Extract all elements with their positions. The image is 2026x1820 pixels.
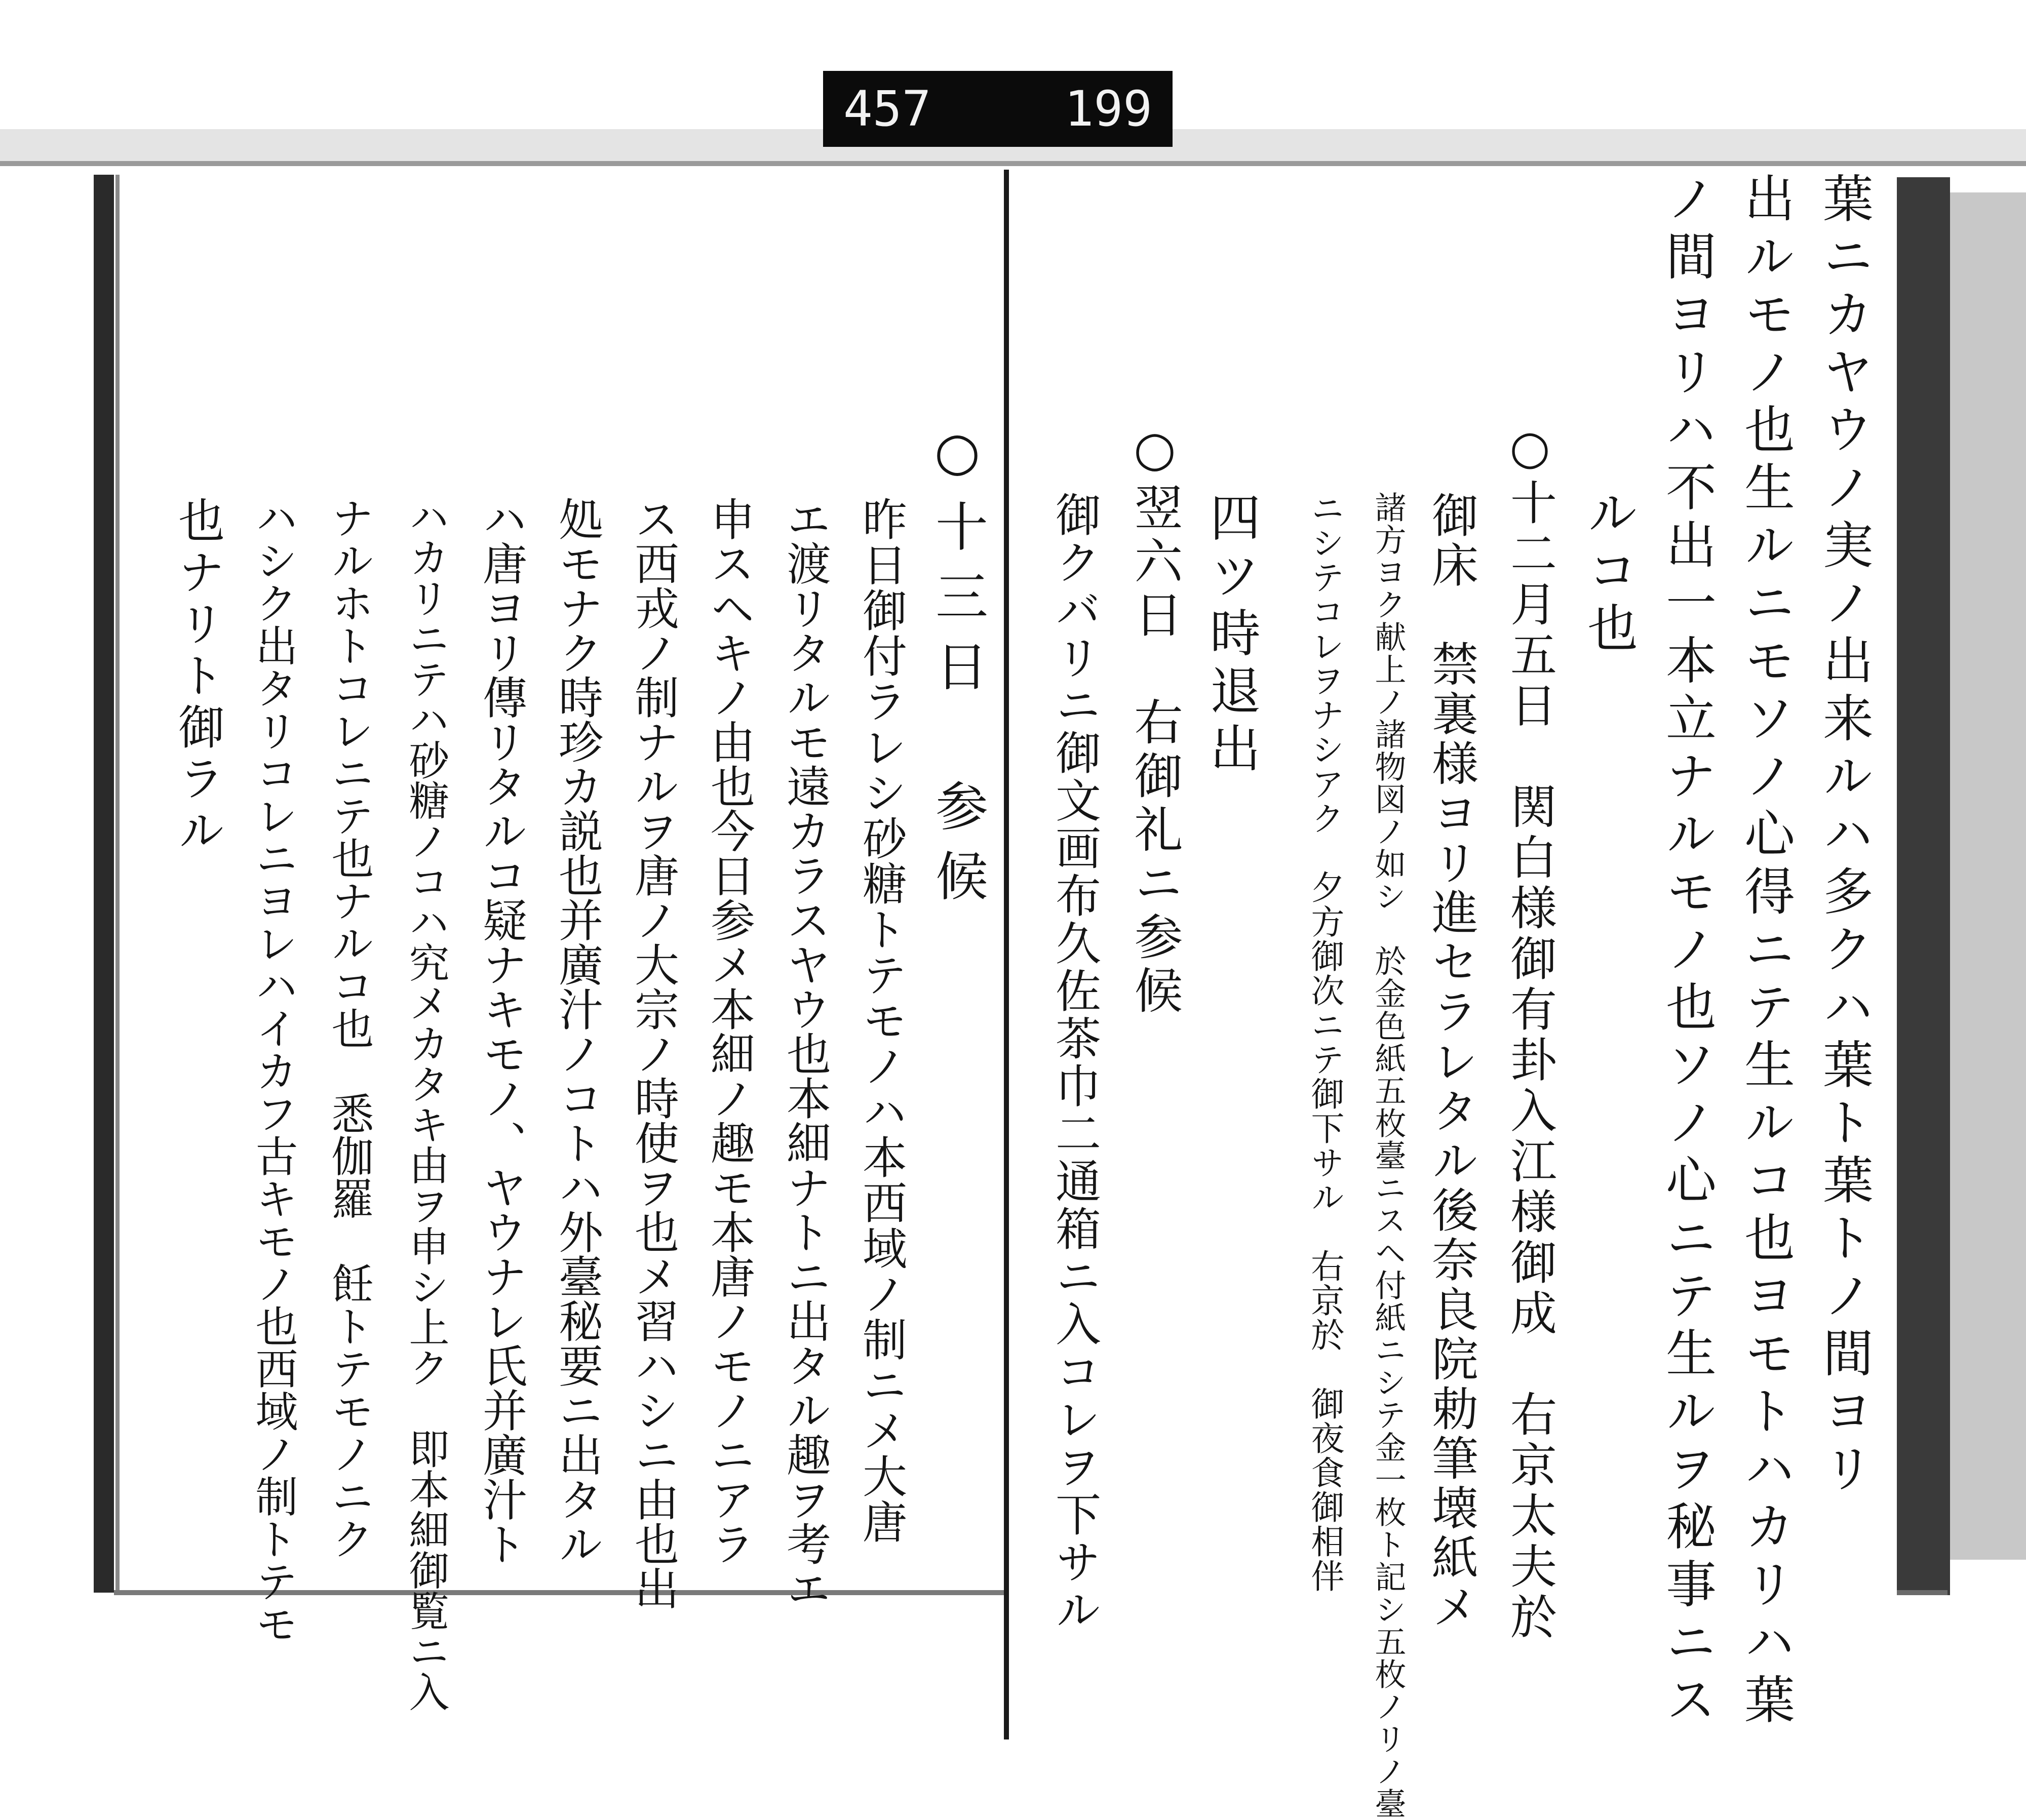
left-page-column: 処モナク時珍カ説也并廣汁ノコトハ外臺秘要ニ出タル — [552, 496, 604, 1566]
right-page-column: ○翌六日 右御礼ニ参候 — [1126, 420, 1183, 1019]
left-page — [114, 172, 1003, 1712]
left-page-column: ハシク出タリコレニヨレハイカフ古キモノ也西域ノ制トテモ — [249, 496, 298, 1645]
right-page-column: ○十二月五日 関白様御有卦入江様御成 右京太夫於 — [1503, 420, 1557, 1643]
left-page-column: 申スヘキノ由也今日参メ本細ノ趣モ本唐ノモノニアラ — [704, 496, 756, 1566]
left-page-column: ハ唐ヨリ傳リタルコ疑ナキモノ、ヤウナレ氏并廣汁ト — [476, 496, 528, 1566]
left-page-column: エ渡リタルモ遠カラスヤウ也本細ナトニ出タル趣ヲ考エ — [780, 496, 832, 1610]
right-page-column: 御クバリニ御文画布久佐茶巾二通箱ニ入コレヲ下サル — [1047, 491, 1101, 1634]
scan-label — [823, 71, 1173, 147]
left-page-column: ○十三日 参候 — [926, 420, 988, 919]
right-page-column: 御床 禁裏様ヨリ進セラレタル後奈良院勅筆壊紙メ — [1424, 491, 1478, 1633]
right-page-column: ニシテコレヲナシアク 夕方御次ニテ御下サル 右京於 御夜食御相伴 — [1305, 491, 1344, 1593]
left-page-column: ナルホトコレニテ也ナルコ也 悉伽羅 飪トテモノニク — [325, 496, 374, 1560]
right-page-column: 葉ニカヤウノ実ノ出来ルハ多クハ葉ト葉トノ間ヨリ — [1814, 172, 1874, 1500]
right-page-column: 諸方ヨク献上ノ諸物図ノ如シ 於金色紙五枚臺ニスヘ付紙ニシテ金一枚ト記シ五枚ノリノ臺 — [1370, 491, 1407, 1820]
left-page-column: ス西戎ノ制ナルヲ唐ノ大宗ノ時使ヲ也メ習ハシニ由也出 — [628, 496, 680, 1610]
left-page-column: 也ナリト御ラル — [171, 496, 225, 858]
scan-label-left-number: 457 — [843, 81, 931, 137]
right-page — [1013, 172, 1897, 1820]
right-page-column: ノ間ヨリハ不出一本立ナルモノ也ソノ心ニテ生ルヲ秘事ニス — [1657, 172, 1717, 1731]
right-page-column: 四ツ時退出 — [1201, 491, 1261, 780]
left-page-column: 昨日御付ラレシ砂糖トテモノハ本西域ノ制ニメ大唐 — [855, 496, 908, 1545]
right-page-column: ルコ也 — [1579, 486, 1638, 659]
left-page-column: ハカリニテハ砂糖ノコハ究メカタキ由ヲ申シ上ク 即本細御覧ニ入 — [402, 496, 449, 1712]
scan-label-right-number: 199 — [1064, 81, 1152, 137]
right-page-column: 出ルモノ也生ルニモソノ心得ニテ生ルコ也ヨモトハカリハ葉 — [1736, 172, 1795, 1731]
